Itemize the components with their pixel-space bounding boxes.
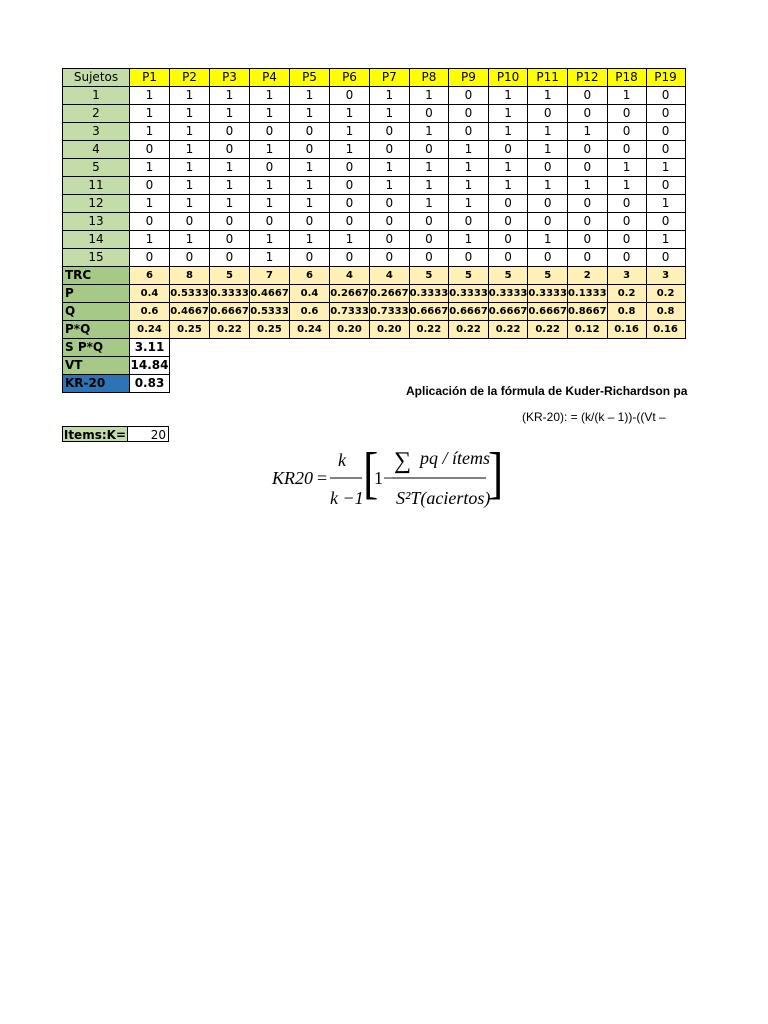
- subject-id-cell[interactable]: 11: [63, 177, 130, 195]
- data-cell[interactable]: 0: [646, 123, 685, 141]
- data-cell[interactable]: 0: [449, 123, 489, 141]
- data-cell[interactable]: 1: [170, 195, 210, 213]
- items-k-label[interactable]: Items:K=: [63, 428, 126, 442]
- stat-value-cell[interactable]: 0.6: [130, 303, 170, 321]
- data-cell[interactable]: 1: [130, 87, 170, 105]
- data-cell[interactable]: 1: [488, 123, 528, 141]
- data-cell[interactable]: 0: [488, 141, 528, 159]
- table-row: [63, 249, 686, 267]
- column-header-p8[interactable]: P8: [409, 69, 449, 87]
- stat-value-cell[interactable]: 5: [210, 267, 250, 285]
- data-cell[interactable]: 0: [409, 213, 449, 231]
- data-cell[interactable]: 0: [409, 231, 449, 249]
- data-cell[interactable]: 1: [250, 249, 290, 267]
- stat-value-cell[interactable]: 5: [528, 267, 568, 285]
- data-cell[interactable]: 1: [488, 159, 528, 177]
- stat-value-cell[interactable]: 0.22: [409, 321, 449, 339]
- data-cell[interactable]: 1: [409, 87, 449, 105]
- data-cell[interactable]: 0: [370, 249, 410, 267]
- data-cell[interactable]: 0: [210, 249, 250, 267]
- empty-cell: [330, 375, 370, 393]
- data-cell[interactable]: 0: [170, 249, 210, 267]
- data-cell[interactable]: 1: [170, 177, 210, 195]
- stat-row-pq: [63, 321, 686, 339]
- summary-label-cell[interactable]: S P*Q: [63, 339, 130, 357]
- data-cell[interactable]: 0: [528, 105, 568, 123]
- stat-value-cell[interactable]: 0.8: [646, 303, 685, 321]
- data-cell[interactable]: 1: [290, 87, 330, 105]
- data-cell[interactable]: 0: [370, 231, 410, 249]
- data-cell[interactable]: 0: [170, 213, 210, 231]
- data-cell[interactable]: 0: [646, 87, 685, 105]
- data-cell[interactable]: 1: [210, 159, 250, 177]
- empty-cell: [449, 357, 489, 375]
- formula-left-bracket: [: [363, 442, 379, 506]
- stat-value-cell[interactable]: 0.5333: [170, 285, 210, 303]
- empty-cell: [528, 357, 568, 375]
- data-cell[interactable]: 1: [607, 177, 646, 195]
- kr20-formula-image: [270, 440, 510, 520]
- formula-k-minus-1: k −1: [330, 488, 364, 508]
- data-cell[interactable]: 1: [607, 87, 646, 105]
- table-row: [63, 177, 686, 195]
- stat-value-cell[interactable]: 0.6667: [449, 303, 489, 321]
- header-row: [63, 69, 686, 87]
- summary-label-cell[interactable]: KR-20: [63, 375, 130, 393]
- empty-cell: [290, 357, 330, 375]
- data-cell[interactable]: 1: [250, 105, 290, 123]
- stat-value-cell[interactable]: 0.6667: [528, 303, 568, 321]
- stat-value-cell[interactable]: 0.6: [290, 303, 330, 321]
- column-header-p18[interactable]: P18: [607, 69, 646, 87]
- formula-equals: =: [317, 468, 328, 488]
- empty-cell: [250, 375, 290, 393]
- data-cell[interactable]: 0: [528, 195, 568, 213]
- empty-cell: [170, 357, 210, 375]
- data-cell[interactable]: 0: [646, 141, 685, 159]
- stat-value-cell[interactable]: 3: [607, 267, 646, 285]
- table-row: [63, 123, 686, 141]
- data-cell[interactable]: 0: [488, 231, 528, 249]
- items-k-box: [62, 426, 169, 442]
- data-cell[interactable]: 0: [449, 249, 489, 267]
- data-cell[interactable]: 1: [170, 141, 210, 159]
- subject-id-cell[interactable]: 1: [63, 87, 130, 105]
- stat-value-cell[interactable]: 0.6667: [488, 303, 528, 321]
- empty-cell: [330, 357, 370, 375]
- data-cell[interactable]: 1: [646, 231, 685, 249]
- empty-cell: [567, 357, 607, 375]
- column-header-p9[interactable]: P9: [449, 69, 489, 87]
- data-cell[interactable]: 1: [646, 159, 685, 177]
- data-cell[interactable]: 1: [290, 105, 330, 123]
- table-row: [63, 105, 686, 123]
- formula-sum: ∑: [394, 448, 412, 474]
- data-cell[interactable]: 0: [290, 123, 330, 141]
- data-cell[interactable]: 0: [210, 123, 250, 141]
- data-cell[interactable]: 0: [370, 195, 410, 213]
- data-cell[interactable]: 0: [370, 123, 410, 141]
- data-cell[interactable]: 0: [330, 249, 370, 267]
- empty-cell: [370, 339, 410, 357]
- data-cell[interactable]: 0: [488, 249, 528, 267]
- data-cell[interactable]: 0: [250, 213, 290, 231]
- data-cell[interactable]: 0: [567, 195, 607, 213]
- data-cell[interactable]: 1: [409, 177, 449, 195]
- data-cell[interactable]: 0: [210, 213, 250, 231]
- data-cell[interactable]: 0: [607, 231, 646, 249]
- data-cell[interactable]: 1: [170, 87, 210, 105]
- data-cell[interactable]: 0: [607, 141, 646, 159]
- data-cell[interactable]: 0: [607, 213, 646, 231]
- stat-value-cell[interactable]: 0.2: [607, 285, 646, 303]
- stat-label-cell[interactable]: P: [63, 285, 130, 303]
- empty-cell: [250, 357, 290, 375]
- data-cell[interactable]: 1: [370, 87, 410, 105]
- data-cell[interactable]: 1: [330, 141, 370, 159]
- stat-value-cell[interactable]: 0.2667: [330, 285, 370, 303]
- column-header-p7[interactable]: P7: [370, 69, 410, 87]
- data-cell[interactable]: 0: [330, 87, 370, 105]
- stat-value-cell[interactable]: 0.22: [528, 321, 568, 339]
- stat-value-cell[interactable]: 2: [567, 267, 607, 285]
- data-cell[interactable]: 1: [170, 123, 210, 141]
- data-cell[interactable]: 0: [130, 141, 170, 159]
- data-cell[interactable]: 1: [290, 177, 330, 195]
- data-cell[interactable]: 0: [567, 213, 607, 231]
- data-cell[interactable]: 1: [210, 105, 250, 123]
- stat-value-cell[interactable]: 4: [370, 267, 410, 285]
- data-cell[interactable]: 0: [567, 231, 607, 249]
- subject-id-cell[interactable]: 12: [63, 195, 130, 213]
- data-cell[interactable]: 0: [409, 141, 449, 159]
- empty-cell: [646, 357, 685, 375]
- stat-value-cell[interactable]: 0.4667: [250, 285, 290, 303]
- data-cell[interactable]: 0: [567, 249, 607, 267]
- stat-value-cell[interactable]: 0.6667: [210, 303, 250, 321]
- subject-id-cell[interactable]: 5: [63, 159, 130, 177]
- data-cell[interactable]: 1: [646, 195, 685, 213]
- empty-cell: [210, 375, 250, 393]
- data-cell[interactable]: 1: [250, 177, 290, 195]
- column-header-p6[interactable]: P6: [330, 69, 370, 87]
- column-header-p11[interactable]: P11: [528, 69, 568, 87]
- kuder-richardson-title: Aplicación de la fórmula de Kuder-Richardson pa: [406, 384, 688, 398]
- formula-denominator: S²T(aciertos): [396, 488, 491, 508]
- data-cell[interactable]: 1: [290, 159, 330, 177]
- stat-value-cell[interactable]: 7: [250, 267, 290, 285]
- data-cell[interactable]: 1: [290, 231, 330, 249]
- data-cell[interactable]: 1: [370, 177, 410, 195]
- summary-row: [63, 339, 686, 357]
- data-cell[interactable]: 1: [488, 177, 528, 195]
- stat-value-cell[interactable]: 4: [330, 267, 370, 285]
- stat-value-cell[interactable]: 5: [409, 267, 449, 285]
- empty-cell: [170, 375, 210, 393]
- column-header-p5[interactable]: P5: [290, 69, 330, 87]
- stat-row-p: [63, 285, 686, 303]
- data-cell[interactable]: 1: [488, 105, 528, 123]
- data-cell[interactable]: 1: [449, 159, 489, 177]
- data-cell[interactable]: 1: [210, 87, 250, 105]
- stat-value-cell[interactable]: 0.4667: [170, 303, 210, 321]
- data-cell[interactable]: 1: [370, 105, 410, 123]
- data-cell[interactable]: 1: [290, 195, 330, 213]
- stat-value-cell[interactable]: 0.8: [607, 303, 646, 321]
- data-cell[interactable]: 1: [449, 141, 489, 159]
- stat-value-cell[interactable]: 0.6667: [409, 303, 449, 321]
- stat-value-cell[interactable]: 0.3333: [210, 285, 250, 303]
- data-cell[interactable]: 1: [409, 159, 449, 177]
- stat-value-cell[interactable]: 0.20: [330, 321, 370, 339]
- subject-id-cell[interactable]: 3: [63, 123, 130, 141]
- empty-cell: [290, 375, 330, 393]
- data-cell[interactable]: 0: [567, 159, 607, 177]
- data-cell[interactable]: 1: [449, 231, 489, 249]
- data-cell[interactable]: 0: [330, 213, 370, 231]
- data-cell[interactable]: 0: [290, 249, 330, 267]
- stat-value-cell[interactable]: 0.5333: [250, 303, 290, 321]
- formula-lhs: KR20: [272, 468, 314, 488]
- summary-value-cell[interactable]: 14.84: [130, 357, 170, 375]
- data-cell[interactable]: 0: [290, 141, 330, 159]
- stat-label-cell[interactable]: Q: [63, 303, 130, 321]
- formula-one-minus: 1−: [374, 468, 394, 488]
- stat-value-cell[interactable]: 3: [646, 267, 685, 285]
- subject-id-cell[interactable]: 13: [63, 213, 130, 231]
- data-cell[interactable]: 1: [370, 159, 410, 177]
- data-cell[interactable]: 0: [528, 213, 568, 231]
- data-cell[interactable]: 1: [567, 123, 607, 141]
- data-cell[interactable]: 1: [250, 231, 290, 249]
- stat-value-cell[interactable]: 0.3333: [528, 285, 568, 303]
- data-cell[interactable]: 0: [607, 249, 646, 267]
- formula-numerator: pq / ítems: [420, 448, 490, 468]
- stat-value-cell[interactable]: 5: [449, 267, 489, 285]
- column-header-p2[interactable]: P2: [170, 69, 210, 87]
- data-cell[interactable]: 0: [646, 105, 685, 123]
- data-cell[interactable]: 0: [646, 213, 685, 231]
- stat-value-cell[interactable]: 0.22: [488, 321, 528, 339]
- data-cell[interactable]: 0: [409, 105, 449, 123]
- data-cell[interactable]: 0: [607, 195, 646, 213]
- data-cell[interactable]: 1: [250, 87, 290, 105]
- empty-cell: [409, 357, 449, 375]
- data-cell[interactable]: 1: [528, 177, 568, 195]
- table-row: [63, 141, 686, 159]
- empty-cell: [607, 339, 646, 357]
- data-cell[interactable]: 1: [130, 105, 170, 123]
- column-header-p4[interactable]: P4: [250, 69, 290, 87]
- subject-id-cell[interactable]: 14: [63, 231, 130, 249]
- items-k-value[interactable]: 20: [128, 426, 169, 442]
- data-cell[interactable]: 0: [130, 177, 170, 195]
- data-cell[interactable]: 0: [330, 195, 370, 213]
- data-cell[interactable]: 1: [330, 105, 370, 123]
- summary-value-cell[interactable]: 3.11: [130, 339, 170, 357]
- stat-value-cell[interactable]: 0.1333: [567, 285, 607, 303]
- stat-label-cell[interactable]: P*Q: [63, 321, 130, 339]
- data-cell[interactable]: 1: [330, 123, 370, 141]
- column-header-p12[interactable]: P12: [567, 69, 607, 87]
- empty-cell: [567, 339, 607, 357]
- empty-cell: [409, 339, 449, 357]
- empty-cell: [488, 357, 528, 375]
- empty-cell: [330, 339, 370, 357]
- column-header-p3[interactable]: P3: [210, 69, 250, 87]
- stat-value-cell[interactable]: 0.25: [250, 321, 290, 339]
- formula-k: k: [338, 450, 346, 470]
- stat-value-cell[interactable]: 0.8667: [567, 303, 607, 321]
- corner-label-cell[interactable]: Sujetos: [63, 69, 130, 87]
- empty-cell: [370, 357, 410, 375]
- data-cell[interactable]: 1: [130, 231, 170, 249]
- data-cell[interactable]: 0: [488, 213, 528, 231]
- data-cell[interactable]: 1: [567, 177, 607, 195]
- data-cell[interactable]: 1: [210, 177, 250, 195]
- data-cell[interactable]: 0: [449, 87, 489, 105]
- data-cell[interactable]: 1: [528, 141, 568, 159]
- data-cell[interactable]: 0: [330, 177, 370, 195]
- stat-value-cell[interactable]: 0.4: [290, 285, 330, 303]
- stat-value-cell[interactable]: 0.24: [290, 321, 330, 339]
- column-header-p1[interactable]: P1: [130, 69, 170, 87]
- stat-value-cell[interactable]: 0.2667: [370, 285, 410, 303]
- empty-cell: [210, 339, 250, 357]
- data-cell[interactable]: 0: [330, 159, 370, 177]
- data-cell[interactable]: 0: [250, 159, 290, 177]
- stat-value-cell[interactable]: 5: [488, 267, 528, 285]
- stat-label-cell[interactable]: TRC: [63, 267, 130, 285]
- data-cell[interactable]: 1: [607, 159, 646, 177]
- subject-id-cell[interactable]: 2: [63, 105, 130, 123]
- data-cell[interactable]: 0: [250, 123, 290, 141]
- stat-value-cell[interactable]: 0.20: [370, 321, 410, 339]
- empty-cell: [449, 339, 489, 357]
- table-row: [63, 87, 686, 105]
- subject-id-cell[interactable]: 15: [63, 249, 130, 267]
- empty-cell: [370, 375, 410, 393]
- stat-value-cell[interactable]: 0.12: [567, 321, 607, 339]
- data-cell[interactable]: 1: [170, 231, 210, 249]
- data-cell[interactable]: 0: [646, 177, 685, 195]
- data-cell[interactable]: 1: [170, 159, 210, 177]
- data-cell[interactable]: 0: [130, 249, 170, 267]
- column-header-p10[interactable]: P10: [488, 69, 528, 87]
- stat-value-cell[interactable]: 0.22: [449, 321, 489, 339]
- stat-value-cell[interactable]: 0.2: [646, 285, 685, 303]
- data-cell[interactable]: 1: [528, 123, 568, 141]
- data-cell[interactable]: 0: [370, 141, 410, 159]
- table-row: [63, 195, 686, 213]
- stat-value-cell[interactable]: 0.7333: [370, 303, 410, 321]
- data-cell[interactable]: 0: [409, 249, 449, 267]
- stat-value-cell[interactable]: 0.25: [170, 321, 210, 339]
- data-cell[interactable]: 1: [409, 123, 449, 141]
- data-cell[interactable]: 0: [646, 249, 685, 267]
- empty-cell: [210, 357, 250, 375]
- stat-row-q: [63, 303, 686, 321]
- data-cell[interactable]: 1: [449, 177, 489, 195]
- subject-id-cell[interactable]: 4: [63, 141, 130, 159]
- data-cell[interactable]: 1: [130, 195, 170, 213]
- empty-cell: [607, 357, 646, 375]
- empty-cell: [646, 339, 685, 357]
- data-cell[interactable]: 0: [449, 213, 489, 231]
- data-cell[interactable]: 1: [330, 231, 370, 249]
- empty-cell: [290, 339, 330, 357]
- stat-value-cell[interactable]: 8: [170, 267, 210, 285]
- data-cell[interactable]: 0: [130, 213, 170, 231]
- data-cell[interactable]: 0: [607, 105, 646, 123]
- data-cell[interactable]: 1: [250, 195, 290, 213]
- column-header-p19[interactable]: P19: [646, 69, 685, 87]
- data-cell[interactable]: 1: [488, 87, 528, 105]
- stat-value-cell[interactable]: 6: [290, 267, 330, 285]
- data-cell[interactable]: 0: [567, 105, 607, 123]
- kr20-formula-text: (KR-20): = (k/(k – 1))-((Vt –: [522, 410, 666, 424]
- stat-value-cell[interactable]: 0.3333: [449, 285, 489, 303]
- data-cell[interactable]: 1: [528, 231, 568, 249]
- data-cell[interactable]: 1: [210, 195, 250, 213]
- stat-value-cell[interactable]: 0.24: [130, 321, 170, 339]
- summary-value-cell[interactable]: 0.83: [130, 375, 170, 393]
- data-cell[interactable]: 0: [210, 231, 250, 249]
- data-cell[interactable]: 1: [449, 195, 489, 213]
- stat-value-cell[interactable]: 0.3333: [409, 285, 449, 303]
- stat-value-cell[interactable]: 0.7333: [330, 303, 370, 321]
- summary-row: [63, 357, 686, 375]
- data-cell[interactable]: 0: [607, 123, 646, 141]
- data-cell[interactable]: 0: [528, 159, 568, 177]
- data-cell[interactable]: 0: [528, 249, 568, 267]
- stat-value-cell[interactable]: 0.16: [607, 321, 646, 339]
- data-cell[interactable]: 0: [370, 213, 410, 231]
- data-cell[interactable]: 1: [130, 123, 170, 141]
- stat-row-trc: [63, 267, 686, 285]
- data-cell[interactable]: 0: [210, 141, 250, 159]
- empty-cell: [170, 339, 210, 357]
- kr20-data-table: [62, 68, 686, 393]
- data-cell[interactable]: 1: [409, 195, 449, 213]
- data-cell[interactable]: 0: [567, 141, 607, 159]
- table-row: [63, 231, 686, 249]
- stat-value-cell[interactable]: 0.3333: [488, 285, 528, 303]
- table-row: [63, 159, 686, 177]
- summary-label-cell[interactable]: VT: [63, 357, 130, 375]
- data-cell[interactable]: 0: [567, 87, 607, 105]
- data-cell[interactable]: 1: [130, 159, 170, 177]
- data-cell[interactable]: 0: [449, 105, 489, 123]
- data-cell[interactable]: 1: [170, 105, 210, 123]
- data-cell[interactable]: 0: [290, 213, 330, 231]
- empty-cell: [488, 339, 528, 357]
- data-cell[interactable]: 0: [488, 195, 528, 213]
- empty-cell: [528, 339, 568, 357]
- formula-right-bracket: ]: [488, 442, 504, 506]
- data-cell[interactable]: 1: [250, 141, 290, 159]
- empty-cell: [250, 339, 290, 357]
- stat-value-cell[interactable]: 0.16: [646, 321, 685, 339]
- stat-value-cell[interactable]: 6: [130, 267, 170, 285]
- stat-value-cell[interactable]: 0.22: [210, 321, 250, 339]
- data-cell[interactable]: 1: [528, 87, 568, 105]
- table-row: [63, 213, 686, 231]
- stat-value-cell[interactable]: 0.4: [130, 285, 170, 303]
